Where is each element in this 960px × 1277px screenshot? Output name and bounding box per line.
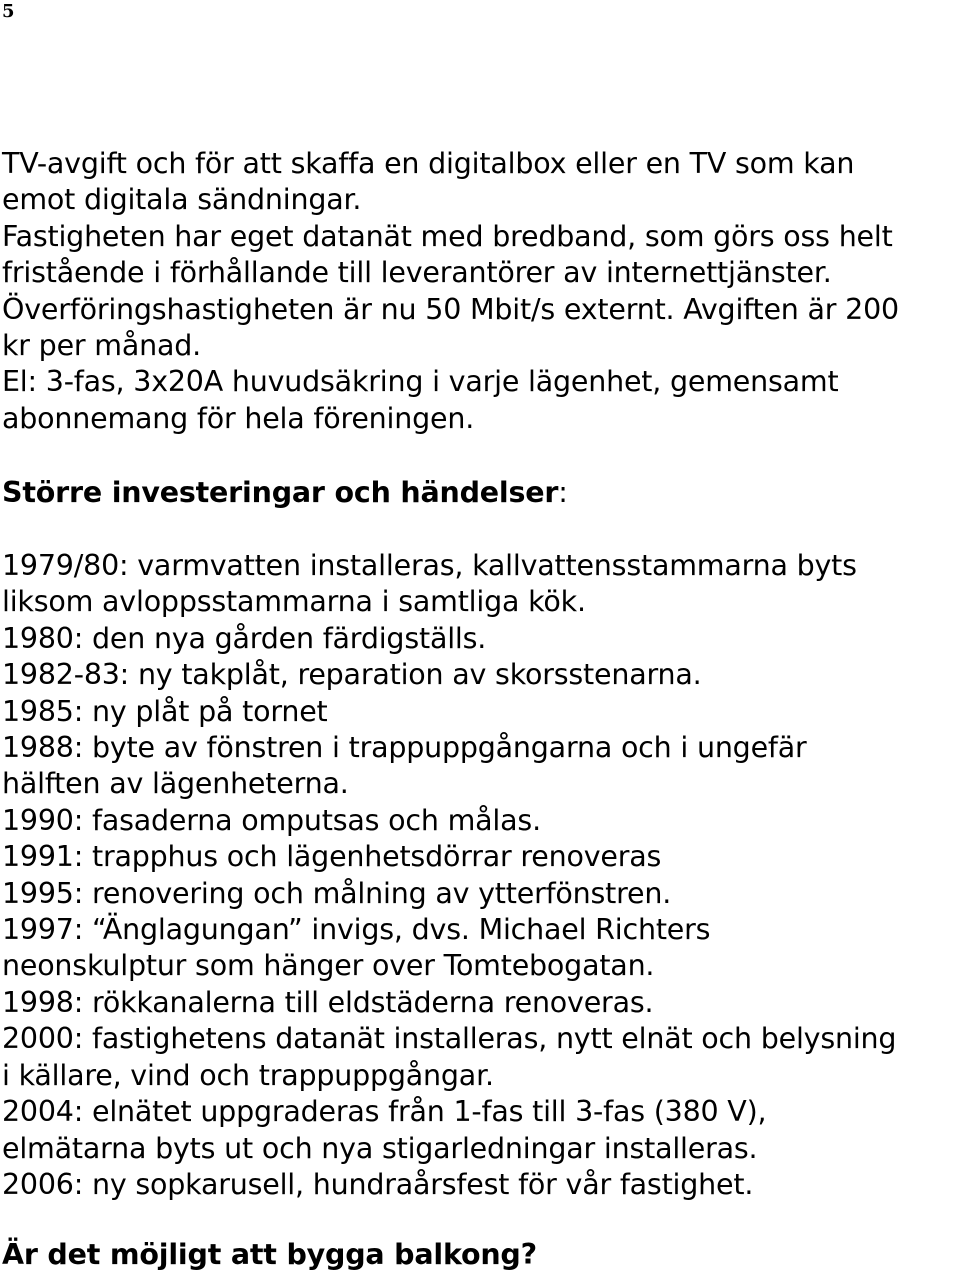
intro-line: Överföringshastigheten är nu 50 Mbit/s externt. Avgiften är 200 — [2, 292, 899, 326]
event-line: neonskulptur som hänger over Tomtebogatan. — [2, 949, 655, 983]
event-line: 1982-83: ny takplåt, reparation av skorsstenarna. — [2, 658, 702, 692]
event-line: 1988: byte av fönstren i trappuppgångarna och i ungefär — [2, 731, 807, 765]
event-line: 1991: trapphus och lägenhetsdörrar renoveras — [2, 840, 662, 874]
investments-heading-colon: : — [558, 476, 568, 509]
events-list — [2, 548, 958, 1203]
investments-heading-text: Större investeringar och händelser — [2, 476, 559, 509]
intro-line: emot digitala sändningar. — [2, 183, 362, 217]
event-line: liksom avloppsstammarna i samtliga kök. — [2, 585, 586, 619]
event-line: 1990: fasaderna omputsas och målas. — [2, 803, 541, 837]
event-line: 2006: ny sopkarusell, hundraårsfest för vår fastighet. — [2, 1167, 754, 1201]
intro-line: El: 3-fas, 3x20A huvudsäkring i varje lägenhet, gemensamt — [2, 365, 839, 399]
event-line: 2000: fastighetens datanät installeras, nytt elnät och belysning — [2, 1022, 897, 1056]
event-line: 1998: rökkanalerna till eldstäderna renoveras. — [2, 985, 654, 1019]
event-line: hälften av lägenheterna. — [2, 767, 349, 801]
event-line: 1995: renovering och målning av ytterfönstren. — [2, 876, 672, 910]
balcony-question-heading: Är det möjligt att bygga balkong? — [2, 1238, 537, 1271]
intro-line: TV-avgift och för att skaffa en digitalbox eller en TV som kan — [2, 147, 855, 180]
intro-line: Fastigheten har eget datanät med bredband, som görs oss helt — [2, 219, 893, 253]
event-line: i källare, vind och trappuppgångar. — [2, 1058, 494, 1092]
intro-line: kr per månad. — [2, 329, 201, 363]
intro-line: fristående i förhållande till leverantörer av internettjänster. — [2, 256, 832, 290]
event-line: 1980: den nya gården färdigställs. — [2, 621, 487, 655]
event-line: 1979/80: varmvatten installeras, kallvattensstammarna byts — [2, 549, 857, 582]
event-line: 1997: “Änglagungan” invigs, dvs. Michael Richters — [2, 913, 711, 947]
event-line: 1985: ny plåt på tornet — [2, 694, 328, 728]
intro-text — [2, 146, 958, 437]
investments-heading — [2, 475, 568, 511]
event-line: elmätarna byts ut och nya stigarledningar installeras. — [2, 1131, 758, 1165]
intro-line: abonnemang för hela föreningen. — [2, 401, 475, 435]
event-line: 2004: elnätet uppgraderas från 1-fas till 3-fas (380 V), — [2, 1095, 767, 1129]
page-number: 5 — [2, 1, 15, 22]
